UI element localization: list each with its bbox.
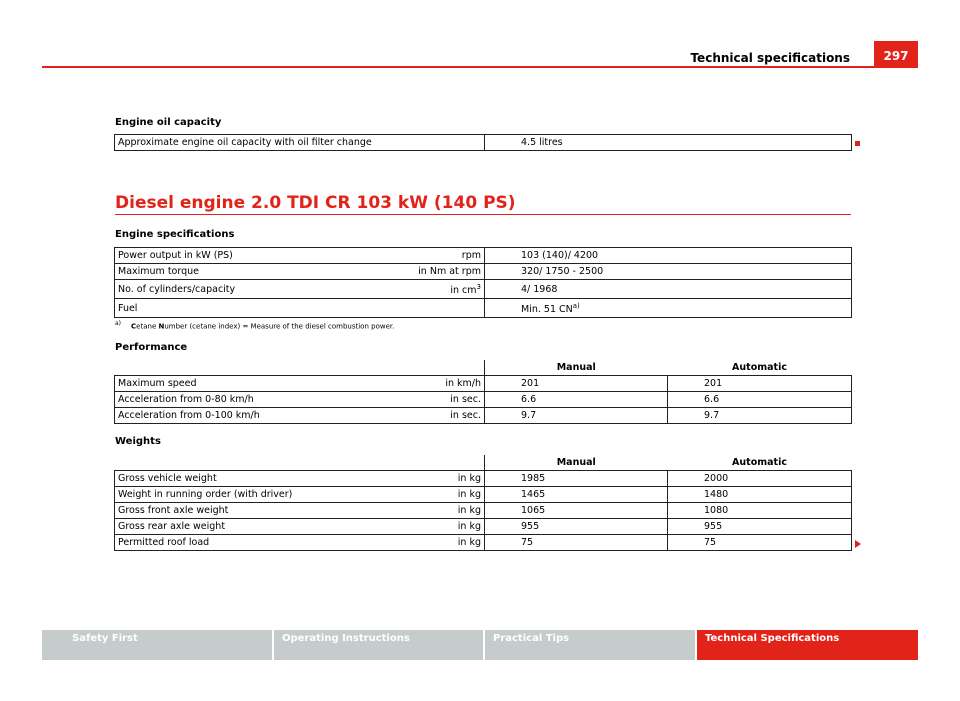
weights-row-name: Permitted roof load [115, 535, 315, 551]
engine-row-value: 103 (140)/ 4200 [485, 248, 852, 264]
engine-row-unit: in Nm at rpm [315, 264, 485, 280]
performance-row-unit: in sec. [315, 408, 485, 424]
section-title: Diesel engine 2.0 TDI CR 103 kW (140 PS) [115, 193, 516, 213]
performance-heading: Performance [115, 342, 188, 353]
engine-spec-table [114, 247, 852, 318]
performance-col-manual: Manual [485, 360, 668, 376]
weights-row-manual: 75 [485, 535, 668, 551]
footnote-c: C [131, 322, 137, 331]
table-row [115, 264, 852, 280]
weights-row-automatic: 75 [668, 535, 852, 551]
page-number: 297 [874, 41, 918, 67]
weights-row-automatic: 1080 [668, 503, 852, 519]
weights-row-name: Gross vehicle weight [115, 471, 315, 487]
footnote [115, 320, 394, 330]
engine-row-value-text: Min. 51 CN [521, 304, 573, 316]
engine-row-unit-text: in cm [450, 285, 477, 297]
footer-tab-practical-tips[interactable]: Practical Tips [485, 630, 695, 660]
header-rule [42, 66, 918, 68]
weights-table [114, 455, 852, 551]
footnote-ref: a) [572, 302, 580, 311]
performance-row-unit: in sec. [315, 392, 485, 408]
performance-row-manual: 6.6 [485, 392, 668, 408]
performance-row-name: Acceleration from 0-80 km/h [115, 392, 315, 408]
performance-row-unit: in km/h [315, 376, 485, 392]
weights-row-unit: in kg [315, 503, 485, 519]
engine-row-unit [315, 280, 485, 299]
engine-row-value: 320/ 1750 - 2500 [485, 264, 852, 280]
table-row [115, 135, 852, 151]
weights-row-name: Gross rear axle weight [115, 519, 315, 535]
footer-nav [42, 630, 918, 660]
weights-row-unit: in kg [315, 471, 485, 487]
performance-col-automatic: Automatic [732, 362, 787, 373]
engine-row-value: 4/ 1968 [485, 280, 852, 299]
footer-tab-operating-instructions[interactable]: Operating Instructions [274, 630, 483, 660]
table-header-row [115, 360, 852, 376]
weights-row-unit: in kg [315, 535, 485, 551]
table-row [115, 471, 852, 487]
performance-row-automatic: 201 [668, 376, 852, 392]
weights-row-unit: in kg [315, 519, 485, 535]
section-title-rule [115, 214, 851, 215]
engine-row-name: Maximum torque [115, 264, 315, 280]
weights-row-name: Gross front axle weight [115, 503, 315, 519]
oil-capacity-table [114, 134, 852, 151]
footnote-text-1: etane [136, 322, 159, 331]
table-row [115, 408, 852, 424]
table-row [115, 376, 852, 392]
running-title: Technical specifications [690, 51, 850, 65]
oil-row-value: 4.5 litres [485, 135, 852, 151]
weights-header-blank [115, 455, 485, 471]
engine-row-value [485, 299, 852, 318]
footer-tab-technical-specifications[interactable]: Technical Specifications [697, 630, 918, 660]
weights-row-name: Weight in running order (with driver) [115, 487, 315, 503]
table-row [115, 519, 852, 535]
weights-col-manual: Manual [485, 455, 668, 471]
performance-row-automatic: 9.7 [668, 408, 852, 424]
footnote-text-2: umber (cetane index) = Measure of the diesel combustion power. [164, 322, 395, 331]
section-end-marker [855, 141, 860, 146]
engine-spec-heading: Engine specifications [115, 229, 235, 240]
performance-table [114, 360, 852, 424]
performance-header-blank [115, 360, 485, 376]
table-row [115, 487, 852, 503]
performance-row-name: Maximum speed [115, 376, 315, 392]
performance-row-manual: 201 [485, 376, 668, 392]
weights-row-unit: in kg [315, 487, 485, 503]
weights-row-manual: 1465 [485, 487, 668, 503]
weights-row-manual: 1065 [485, 503, 668, 519]
table-row [115, 535, 852, 551]
performance-row-automatic: 6.6 [668, 392, 852, 408]
weights-row-automatic: 955 [668, 519, 852, 535]
weights-row-manual: 1985 [485, 471, 668, 487]
table-row [115, 280, 852, 299]
engine-row-name: No. of cylinders/capacity [115, 280, 315, 299]
weights-row-automatic: 2000 [668, 471, 852, 487]
weights-col-automatic: Automatic [732, 457, 787, 468]
continued-arrow-icon [855, 540, 861, 548]
engine-row-unit-sup: 3 [476, 283, 481, 291]
weights-heading: Weights [115, 436, 161, 447]
table-row [115, 392, 852, 408]
engine-row-name: Fuel [115, 299, 315, 318]
weights-row-manual: 955 [485, 519, 668, 535]
table-header-row [115, 455, 852, 471]
footnote-mark: a) [115, 320, 122, 327]
performance-row-name: Acceleration from 0-100 km/h [115, 408, 315, 424]
table-row [115, 248, 852, 264]
oil-capacity-heading: Engine oil capacity [115, 117, 222, 128]
footnote-n: N [158, 322, 165, 331]
engine-row-unit: rpm [315, 248, 485, 264]
performance-row-manual: 9.7 [485, 408, 668, 424]
table-row [115, 503, 852, 519]
table-row [115, 299, 852, 318]
footer-tab-safety-first[interactable]: Safety First [42, 630, 272, 660]
engine-row-unit [315, 299, 485, 318]
weights-row-automatic: 1480 [668, 487, 852, 503]
engine-row-name: Power output in kW (PS) [115, 248, 315, 264]
oil-row-name: Approximate engine oil capacity with oil filter change [115, 135, 485, 151]
